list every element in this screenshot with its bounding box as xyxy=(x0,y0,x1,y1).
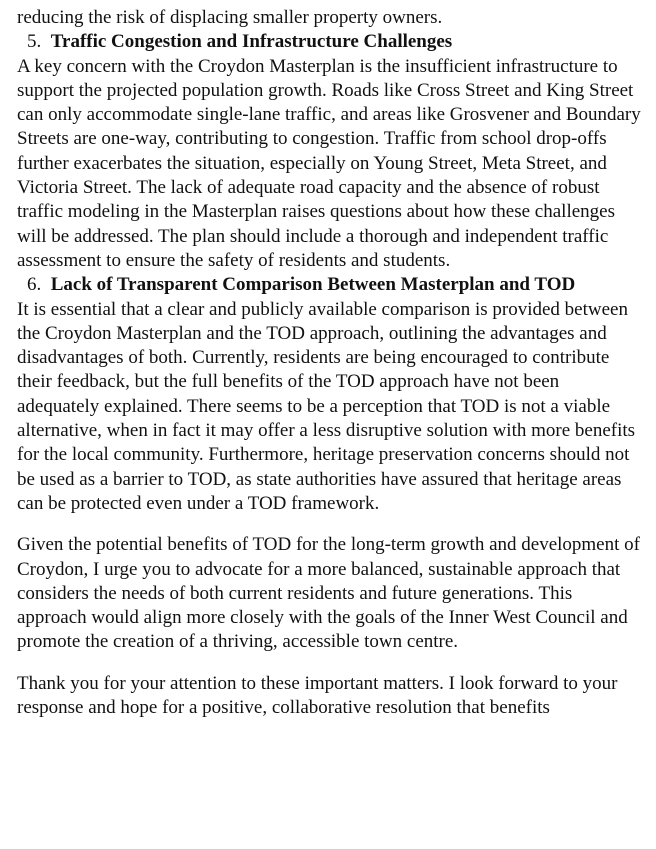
opening-line: reducing the risk of displacing smaller property owners. xyxy=(17,7,443,28)
section-5-body: A key concern with the Croydon Masterplan is the insufficient infrastructure to support the projected population growth. Roads like Cross Street and King Street can only accommodate single-lane traffic, and areas like Grosvener and Boundary Streets are one-way, contributing to congestion. Traffic from school drop-offs further exacerbates the situation, especially on Young Street, Meta Street, and Victoria Street. The lack of adequate road capacity and the absence of robust traffic modeling in the Masterplan raises questions about how these challenges will be addressed. The plan should include a thorough and independent traffic assessment to ensure the safety of residents and students. xyxy=(17,55,641,271)
section-6-number: 6. xyxy=(27,274,42,296)
section-6-heading xyxy=(17,273,644,297)
closing-paragraph: Thank you for your attention to these important matters. I look forward to your response and hope for a positive, collaborative resolution that benefits xyxy=(17,672,618,719)
section-6-body: It is essential that a clear and publicly available comparison is provided between the Croydon Masterplan and the TOD approach, outlining the advantages and disadvantages of both. Currently, residents are being encouraged to contribute their feedback, but the full benefits of the TOD approach have not been adequately explained. There seems to be a perception that TOD is not a viable alternative, when in fact it may offer a less disruptive solution with more benefits for the local community. Furthermore, heritage preservation concerns should not be used as a barrier to TOD, as state authorities have assured that heritage areas can be protected even under a TOD framework. xyxy=(17,298,636,514)
section-6-title: Lack of Transparent Comparison Between Masterplan and TOD xyxy=(50,274,576,296)
section-5-number: 5. xyxy=(27,31,42,53)
section-5-title: Traffic Congestion and Infrastructure Challenges xyxy=(50,31,453,53)
conclusion-paragraph: Given the potential benefits of TOD for the long-term growth and development of Croydon, I urge you to advocate for a more balanced, sustainable approach that considers the needs of both current residents and future generations. This approach would align more closely with the goals of the Inner West Council and promote the creation of a thriving, accessible town centre. xyxy=(17,534,640,653)
section-5-heading xyxy=(17,30,644,54)
